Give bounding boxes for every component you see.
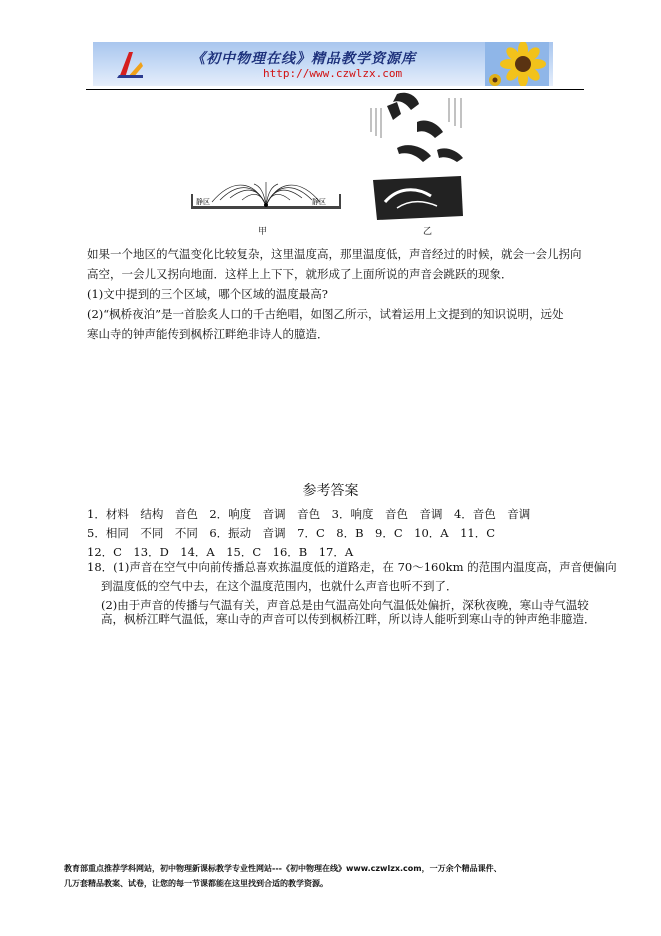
- banner-title: 《初中物理在线》精品教学资源库: [191, 51, 416, 67]
- header-rule: [86, 89, 584, 90]
- answer-line-1: 1．材料 结构 音色 2．响度 音调 音色 3．响度 音色 音调 4．音色 音调: [87, 507, 531, 521]
- sound-refraction-diagram: [190, 180, 342, 220]
- answer-line-7: 高，枫桥江畔气温低，寒山寺的声音可以传到枫桥江畔，所以诗人能听到寒山寺的钟声绝非臆造．: [101, 612, 596, 626]
- figure-b-label: 乙: [423, 227, 433, 237]
- right-quiet-zone-label: 静区: [312, 198, 326, 206]
- paragraph-line-1: 如果一个地区的气温变化比较复杂，这里温度高，那里温度低，声音经过的时候，就会一会儿拐向: [87, 247, 582, 261]
- figure-a-label: 甲: [258, 227, 268, 237]
- sunflower-icon: [485, 42, 549, 86]
- footer-line-1: 教育部重点推荐学科网站，初中物理新课标教学专业性网站---《初中物理在线》www.czwlzx.com，一万余个精品课件、: [64, 864, 502, 873]
- paragraph-line-2: 高空，一会儿又拐向地面．这样上上下下，就形成了上面所说的声音会跳跃的现象．: [87, 267, 513, 281]
- footer-line-2: 几万套精品教案、试卷，让您的每一节课都能在这里找到合适的教学资源。: [64, 879, 328, 888]
- maple-bridge-illustration: [367, 92, 466, 222]
- question-1: (1)文中提到的三个区域，哪个区域的温度最高?: [87, 287, 328, 301]
- left-quiet-zone-label: 静区: [196, 198, 210, 206]
- answer-line-4: 18．(1)声音在空气中向前传播总喜欢拣温度低的道路走，在 70～160km 的范围内温度高，声音便偏向: [87, 560, 617, 574]
- answer-line-6: (2)由于声音的传播与气温有关，声音总是由气温高处向气温低处偏折，深秋夜晚，寒山寺气温较: [101, 598, 589, 612]
- question-2-line-1: (2)“枫桥夜泊”是一首脍炙人口的千古绝唱，如图乙所示，试着运用上文提到的知识说明，远处: [87, 307, 564, 321]
- answer-line-5: 到温度低的空气中去，在这个温度范围内，也就什么声音也听不到了．: [101, 579, 458, 593]
- header-banner: [93, 42, 553, 86]
- question-2-line-2: 寒山寺的钟声能传到枫桥江畔绝非诗人的臆造．: [87, 327, 329, 341]
- banner-url[interactable]: http://www.czwlzx.com: [263, 67, 403, 80]
- answer-line-3: 12．C 13．D 14．A 15．C 16．B 17．A: [87, 545, 354, 559]
- answer-line-2: 5．相同 不同 不同 6．振动 音调 7．C 8．B 9．C 10．A 11．C: [87, 526, 495, 540]
- site-logo-icon: [115, 48, 145, 80]
- answers-title: 参考答案: [302, 483, 359, 499]
